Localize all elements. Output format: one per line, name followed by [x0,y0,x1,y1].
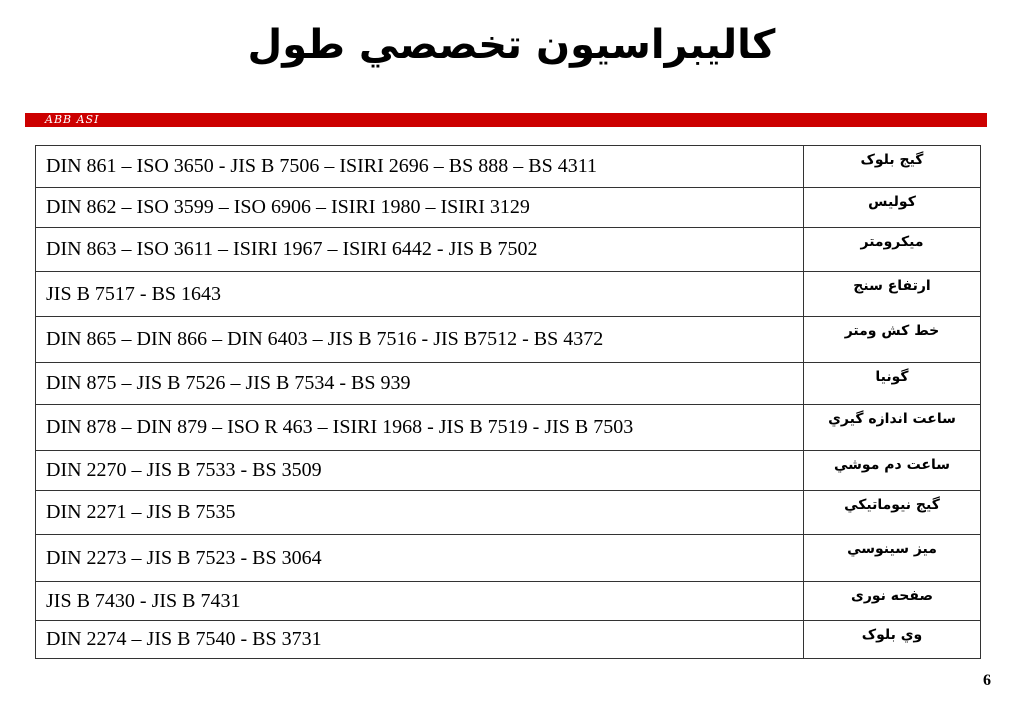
standards-cell: DIN 875 – JIS B 7526 – JIS B 7534 - BS 939 [36,363,804,405]
instrument-name-cell: خط کش ومتر [804,317,981,363]
table-row [36,188,981,228]
table-row [36,491,981,535]
header-banner [25,113,987,127]
standards-table [35,145,981,659]
instrument-name-cell: گونيا [804,363,981,405]
standards-cell: DIN 2273 – JIS B 7523 - BS 3064 [36,535,804,582]
table-row [36,146,981,188]
instrument-name-cell: وي بلوک [804,621,981,659]
instrument-name-cell: کوليس [804,188,981,228]
standards-cell: DIN 2270 – JIS B 7533 - BS 3509 [36,451,804,491]
table-row [36,272,981,317]
instrument-name-cell: ساعت اندازه گيري [804,405,981,451]
standards-cell: DIN 863 – ISO 3611 – ISIRI 1967 – ISIRI 6442 - JIS B 7502 [36,228,804,272]
standards-cell: JIS B 7430 - JIS B 7431 [36,582,804,621]
standards-cell: DIN 865 – DIN 866 – DIN 6403 – JIS B 7516 - JIS B7512 - BS 4372 [36,317,804,363]
table-row [36,363,981,405]
table-row [36,451,981,491]
table-row [36,582,981,621]
instrument-name-cell: ميز سينوسي [804,535,981,582]
standards-cell: DIN 2274 – JIS B 7540 - BS 3731 [36,621,804,659]
company-logo: ABB ASI [45,113,100,126]
table-row [36,405,981,451]
table-row [36,228,981,272]
instrument-name-cell: گيج نيوماتيکي [804,491,981,535]
standards-cell: JIS B 7517 - BS 1643 [36,272,804,317]
page-title: كاليبراسيون تخصصي طول [247,22,776,68]
table-row [36,621,981,659]
instrument-name-cell: ساعت دم موشي [804,451,981,491]
standards-cell: DIN 2271 – JIS B 7535 [36,491,804,535]
instrument-name-cell: ارتفاع سنج [804,272,981,317]
standards-cell: DIN 878 – DIN 879 – ISO R 463 – ISIRI 1968 - JIS B 7519 - JIS B 7503 [36,405,804,451]
instrument-name-cell: صفحه نوری [804,582,981,621]
standards-cell: DIN 862 – ISO 3599 – ISO 6906 – ISIRI 1980 – ISIRI 3129 [36,188,804,228]
instrument-name-cell: گيج بلوک [804,146,981,188]
instrument-name-cell: ميکرومتر [804,228,981,272]
page-number: 6 [983,672,991,689]
table-row [36,317,981,363]
table-row [36,535,981,582]
standards-cell: DIN 861 – ISO 3650 - JIS B 7506 – ISIRI 2696 – BS 888 – BS 4311 [36,146,804,188]
